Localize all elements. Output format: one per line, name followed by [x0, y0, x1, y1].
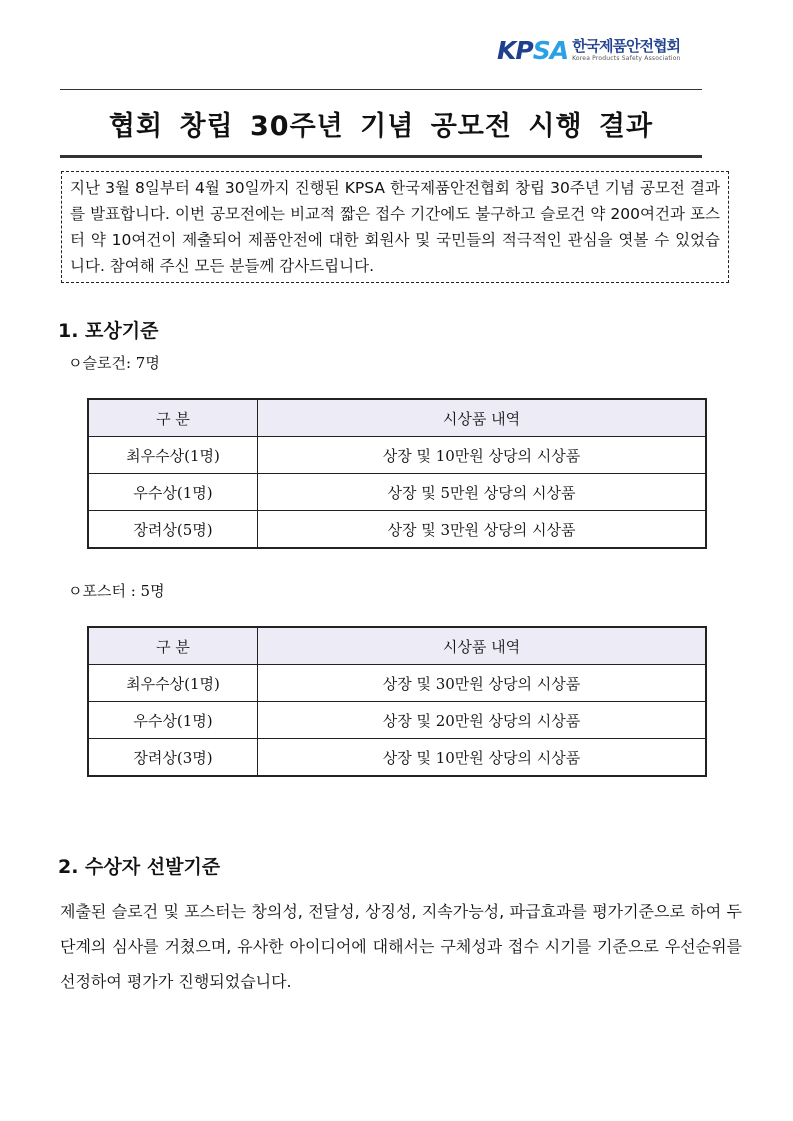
table-header-row: [88, 627, 706, 665]
award-name: 장려상(5명): [88, 511, 258, 549]
table-row: [88, 474, 706, 511]
table-row: [88, 437, 706, 474]
table-row: [88, 511, 706, 549]
top-divider: [60, 89, 702, 90]
prize-detail: 상장 및 20만원 상당의 시상품: [258, 702, 707, 739]
header-category: 구 분: [88, 627, 258, 665]
header-prize: 시상품 내역: [258, 399, 707, 437]
table-row: [88, 702, 706, 739]
prize-detail: 상장 및 3만원 상당의 시상품: [258, 511, 707, 549]
header-prize: 시상품 내역: [258, 627, 707, 665]
page-title: 협회 창립 30주년 기념 공모전 시행 결과: [108, 111, 654, 142]
table-row: [88, 665, 706, 702]
slogan-bullet: ㅇ슬로건: 7명: [68, 354, 160, 372]
prize-detail: 상장 및 10만원 상당의 시상품: [258, 437, 707, 474]
table-header-row: [88, 399, 706, 437]
logo-mark: KPSA: [497, 36, 569, 65]
award-name: 우수상(1명): [88, 474, 258, 511]
award-name: 장려상(3명): [88, 739, 258, 777]
title-divider: [60, 155, 702, 158]
poster-bullet: ㅇ포스터 : 5명: [68, 582, 165, 600]
section2-body: 제출된 슬로건 및 포스터는 창의성, 전달성, 상징성, 지속가능성, 파급효과를 평가기준으로 하여 두 단계의 심사를 거쳤으며, 유사한 아이디어에 대해서는 구체성과 접수 시기를 기준으로 우선순위를 선정하여 평가가 진행되었습니다.: [60, 902, 742, 991]
section1-heading: 1. 포상기준: [58, 320, 159, 342]
section2-heading: 2. 수상자 선발기준: [58, 856, 221, 878]
prize-detail: 상장 및 30만원 상당의 시상품: [258, 665, 707, 702]
award-name: 최우수상(1명): [88, 665, 258, 702]
prize-detail: 상장 및 10만원 상당의 시상품: [258, 739, 707, 777]
prize-detail: 상장 및 5만원 상당의 시상품: [258, 474, 707, 511]
award-name: 최우수상(1명): [88, 437, 258, 474]
intro-box: 지난 3월 8일부터 4월 30일까지 진행된 KPSA 한국제품안전협회 창립 30주년 기념 공모전 결과를 발표합니다. 이번 공모전에는 비교적 짧은 접수 기간에도 불구하고 슬로건 약 200여건과 포스터 약 10여건이 제출되어 제품안전에 대한 회원사 및 국민들의 적극적인 관심을 엿볼 수 있었습니다. 참여해 주신 모든 분들께 감사드립니다.: [61, 171, 729, 283]
logo-korean-name: 한국제품안전협회: [572, 37, 680, 55]
poster-award-table: [87, 626, 707, 777]
slogan-award-table: [87, 398, 707, 549]
header-category: 구 분: [88, 399, 258, 437]
kpsa-logo: [497, 36, 681, 65]
logo-english-name: Korea Products Safety Association: [572, 55, 681, 62]
award-name: 우수상(1명): [88, 702, 258, 739]
table-row: [88, 739, 706, 777]
